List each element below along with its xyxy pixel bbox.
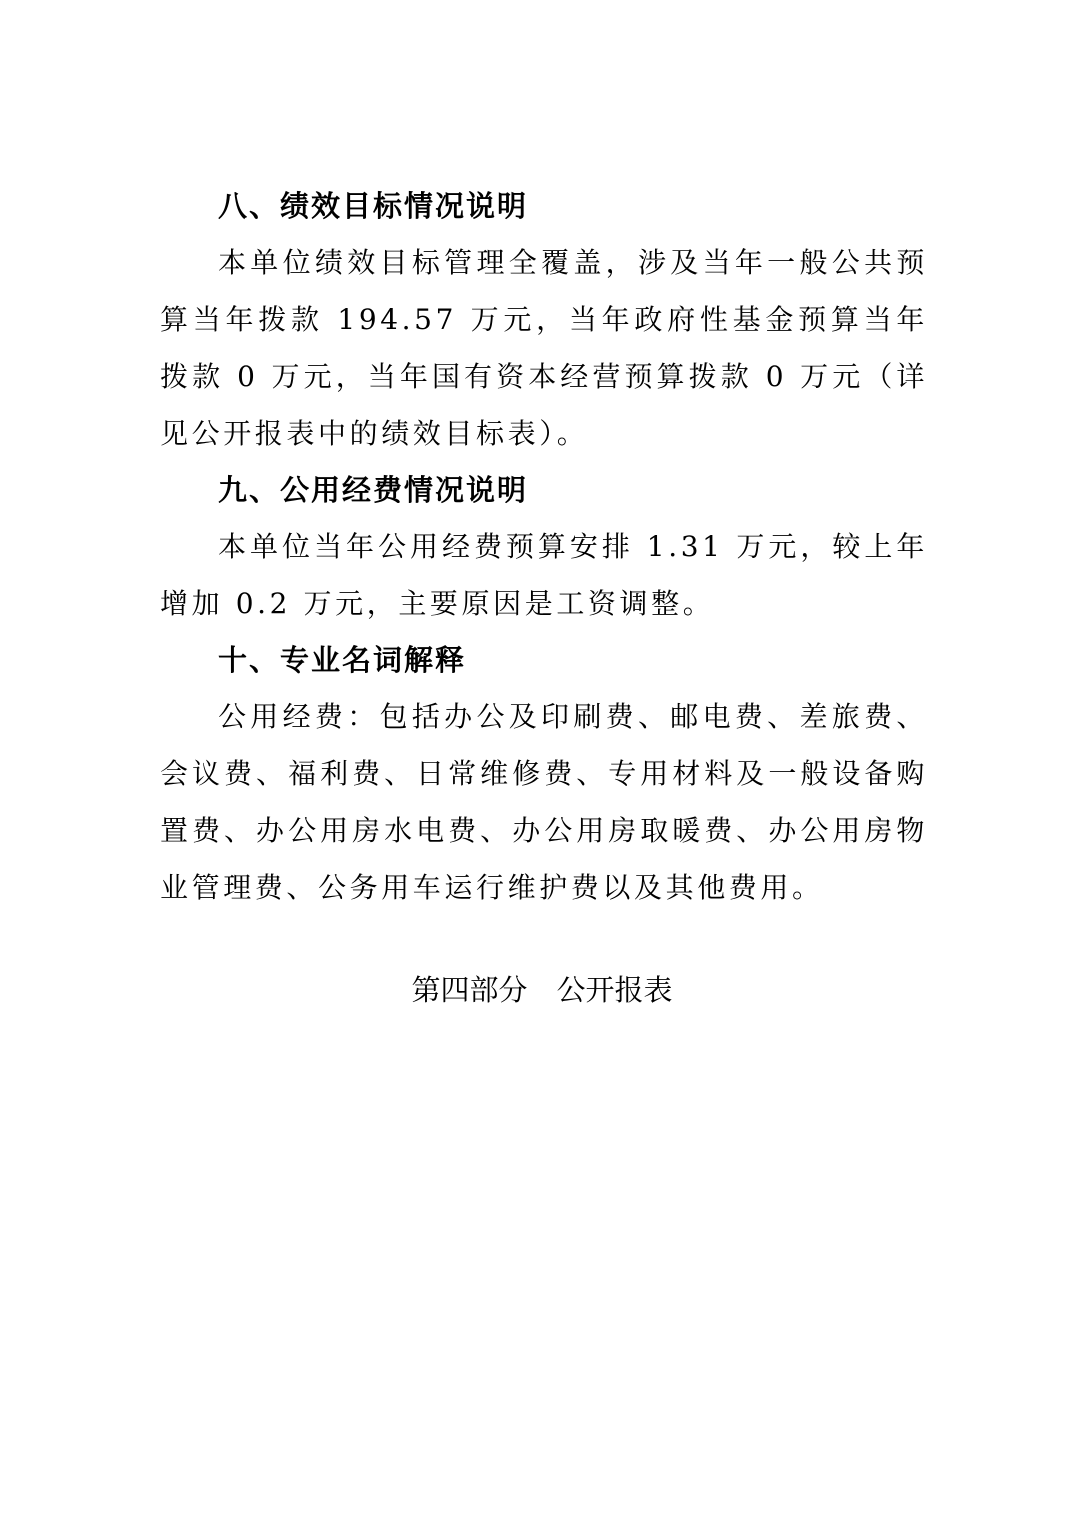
- section-heading-public-expenses: 九、公用经费情况说明: [218, 473, 529, 507]
- section-paragraph-terms: 公用经费：包括办公及印刷费、邮电费、差旅费、会议费、福利费、日常维修费、专用材料及一般设备购置费、办公用房水电费、办公用房取暖费、办公用房物业管理费、公务用车运行维护费以及其他费用。: [160, 700, 928, 904]
- section-paragraph-performance-goals: 本单位绩效目标管理全覆盖，涉及当年一般公共预算当年拨款 194.57 万元，当年政府性基金预算当年拨款 0 万元，当年国有资本经营预算拨款 0 万元（详见公开报表中的绩效目标表）。: [160, 246, 928, 450]
- document-body: [160, 178, 928, 916]
- part-title: 第四部分 公开报表: [411, 973, 673, 1007]
- section-heading-terms: 十、专业名词解释: [218, 643, 467, 677]
- section-heading-performance-goals: 八、绩效目标情况说明: [218, 189, 529, 223]
- section-paragraph-public-expenses: 本单位当年公用经费预算安排 1.31 万元，较上年增加 0.2 万元，主要原因是工资调整。: [160, 530, 928, 620]
